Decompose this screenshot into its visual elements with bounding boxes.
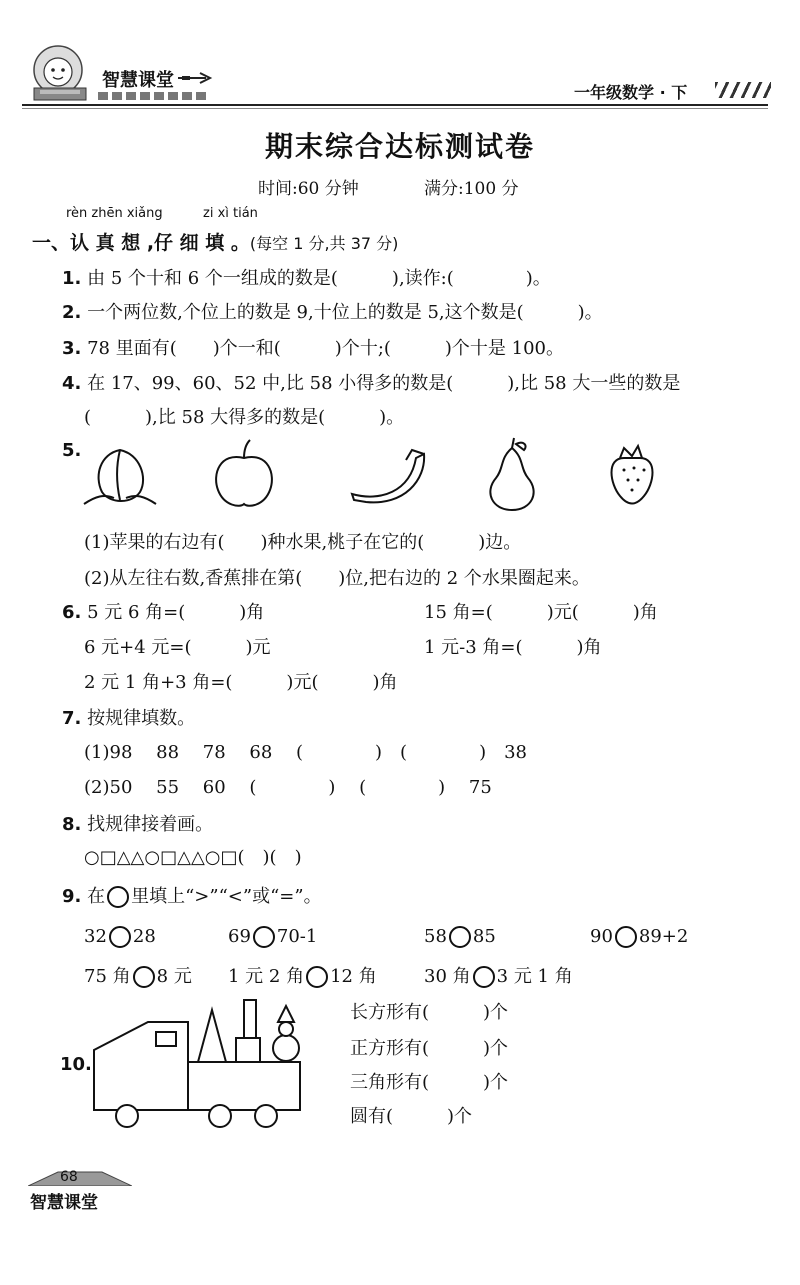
q6-item-d: 1 元-3 角=( )角 [424, 637, 602, 658]
question-4-line2: ( ),比 58 大得多的数是( )。 [84, 407, 405, 428]
q8-pattern: ○□△△○□△△○□( )( ) [84, 847, 302, 868]
compare-circle-icon [107, 886, 129, 908]
answer-circle[interactable] [615, 926, 637, 948]
question-text-pre: 在 [87, 886, 106, 907]
compare-left: 75 角 [84, 966, 131, 987]
truck-figure [92, 998, 306, 1130]
compare-right: 28 [132, 926, 156, 947]
compare-right: 3 元 1 角 [496, 966, 573, 987]
compare-left: 32 [84, 926, 107, 947]
question-9 [62, 882, 322, 908]
question-10-number: 10. [60, 1054, 92, 1075]
question-8 [62, 810, 213, 836]
q6-item-c: 6 元+4 元=( )元 [84, 637, 271, 658]
answer-circle[interactable] [449, 926, 471, 948]
q7-sub1: (1)98 88 78 68 ( ) ( ) 38 [84, 742, 527, 763]
question-number: 2. [62, 302, 82, 323]
footer-wedge-icon [28, 1170, 132, 1186]
question-5-number: 5. [62, 440, 82, 461]
truck-bed [188, 1062, 300, 1110]
strawberry-icon [612, 446, 653, 504]
wheel [255, 1105, 277, 1127]
triangle-shape [198, 1010, 226, 1062]
q9-item-4 [590, 926, 688, 948]
compare-left: 90 [590, 926, 613, 947]
pear-icon [490, 438, 533, 510]
exam-time: 时间:60 分钟 [258, 179, 359, 199]
question-7 [62, 704, 195, 730]
question-text: 由 5 个十和 6 个一组成的数是( ),读作:( )。 [87, 268, 551, 289]
truck-window [156, 1032, 176, 1046]
answer-circle[interactable] [253, 926, 275, 948]
header-brand: 智慧课堂 [102, 70, 174, 91]
peach-icon [84, 450, 156, 504]
header-blocks [98, 92, 210, 100]
question-text: 按规律填数。 [87, 708, 196, 729]
footer-brand: 智慧课堂 [30, 1193, 98, 1213]
pinyin-2: zi xì tián [203, 206, 258, 221]
section-heading [32, 228, 398, 255]
question-6 [62, 598, 264, 624]
header-hatch [715, 82, 771, 98]
apple-icon [216, 440, 272, 506]
compare-right: 12 角 [330, 966, 377, 987]
q9-item-2 [228, 926, 317, 948]
q6-item-e: 2 元 1 角+3 角=( )元( )角 [84, 672, 398, 693]
header-rule [22, 104, 768, 106]
q10-triangle: 三角形有( )个 [350, 1072, 509, 1093]
question-number: 4. [62, 373, 82, 394]
answer-circle[interactable] [109, 926, 131, 948]
question-text: 在 17、99、60、52 中,比 58 小得多的数是( ),比 58 大一些的数是 [87, 373, 681, 394]
compare-right: 85 [472, 926, 496, 947]
q6-item-a: 5 元 6 角=( )角 [87, 602, 265, 623]
q7-sub2: (2)50 55 60 ( ) ( ) 75 [84, 777, 492, 798]
question-1 [62, 264, 551, 290]
question-number: 7. [62, 708, 82, 729]
section-note: (每空 1 分,共 37 分) [249, 234, 399, 253]
compare-right: 70-1 [276, 926, 318, 947]
question-text: 78 里面有( )个一和( )个十;( )个十是 100。 [87, 338, 565, 359]
question-3 [62, 334, 564, 360]
compare-right: 89+2 [638, 926, 689, 947]
header-subject: 一年级数学 · 下 [574, 83, 688, 102]
q10-circle: 圆有( )个 [350, 1106, 473, 1127]
wheel [209, 1105, 231, 1127]
question-text: 一个两位数,个位上的数是 9,十位上的数是 5,这个数是( )。 [87, 302, 603, 323]
arrow-icon [178, 72, 214, 84]
compare-left: 1 元 2 角 [228, 966, 305, 987]
question-5-sub1: (1)苹果的右边有( )种水果,桃子在它的( )边。 [84, 532, 522, 553]
question-text: 找规律接着画。 [87, 814, 214, 835]
q9-item-1 [84, 926, 156, 948]
question-number: 1. [62, 268, 82, 289]
q10-square: 正方形有( )个 [350, 1038, 509, 1059]
q9-item-3 [424, 926, 496, 948]
mascot-girl-icon [24, 42, 96, 104]
tall-block [244, 1000, 256, 1038]
compare-left: 69 [228, 926, 251, 947]
pinyin-1: rèn zhēn xiǎng [66, 206, 163, 221]
compare-right: 8 元 [156, 966, 192, 987]
ball-small [279, 1022, 293, 1036]
square-block [236, 1038, 260, 1062]
q9-item-7 [424, 962, 573, 988]
exam-title: 期末综合达标测试卷 [264, 130, 535, 163]
banana-icon [352, 450, 424, 502]
question-text-post: 里填上“>”“<”或“=”。 [131, 886, 322, 907]
section-heading-text: 一、认 真 想 ,仔 细 填 。 [32, 232, 250, 254]
page-number: 68 [60, 1169, 78, 1185]
ball-large [273, 1035, 299, 1061]
answer-circle[interactable] [473, 966, 495, 988]
q6-item-b: 15 角=( )元( )角 [424, 602, 658, 623]
exam-score: 满分:100 分 [424, 179, 519, 199]
question-number: 9. [62, 886, 82, 907]
compare-left: 30 角 [424, 966, 471, 987]
question-2 [62, 298, 603, 324]
wheel [116, 1105, 138, 1127]
cone-top [278, 1006, 294, 1022]
header-rule-thin [22, 108, 768, 109]
answer-circle[interactable] [306, 966, 328, 988]
compare-left: 58 [424, 926, 447, 947]
question-number: 6. [62, 602, 82, 623]
question-number: 8. [62, 814, 82, 835]
q9-item-6 [228, 962, 377, 988]
question-number: 3. [62, 338, 82, 359]
q9-item-5 [84, 962, 192, 988]
answer-circle[interactable] [133, 966, 155, 988]
fruit-row [80, 436, 680, 512]
question-5-sub2: (2)从左往右数,香蕉排在第( )位,把右边的 2 个水果圈起来。 [84, 568, 590, 589]
question-4 [62, 369, 680, 395]
q10-rect: 长方形有( )个 [350, 1002, 509, 1023]
